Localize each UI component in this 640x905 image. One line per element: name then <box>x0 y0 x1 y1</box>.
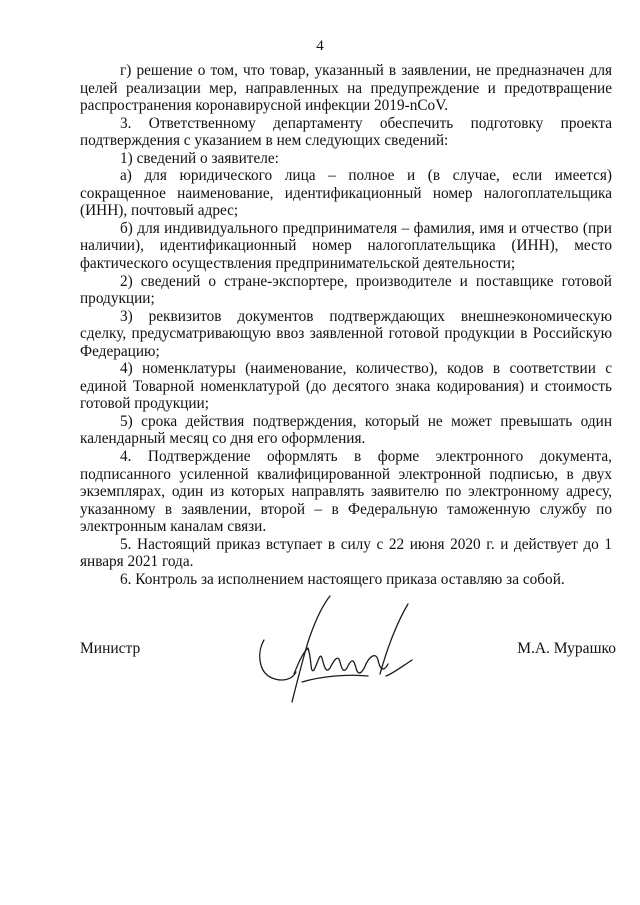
paragraph-3-1: 1) сведений о заявителе: <box>120 149 279 167</box>
page-number: 4 <box>316 38 324 54</box>
handwritten-signature <box>252 590 417 708</box>
paragraph-item-g: г) решение о том, что товар, указанный в заявлении, не предназначен для целей реализации мер, направленных на предупреждение и предотвращение распространения коронавирусной инфекции 2019-nCoV. <box>80 62 612 115</box>
document-body <box>80 62 612 588</box>
paragraph-3: 3. Ответственному департаменту обеспечить подготовку проекта подтверждения с указанием в нем следующих сведений: <box>80 114 612 150</box>
paragraph-6: 6. Контроль за исполнением настоящего приказа оставляю за собой. <box>120 570 565 588</box>
paragraph-5: 5. Настоящий приказ вступает в силу с 22 июня 2020 г. и действует до 1 января 2021 года. <box>80 535 612 571</box>
paragraph-3-5: 5) срока действия подтверждения, который не может превышать один календарный месяц со дня его оформления. <box>80 412 612 448</box>
paragraph-3-1-b: б) для индивидуального предпринимателя – фамилия, имя и отчество (при наличии), идентификационный номер налогоплательщика (ИНН), место фактического осуществления предпринимательской деятельности; <box>80 219 612 273</box>
signature-block <box>0 590 640 710</box>
paragraph-3-1-a: а) для юридического лица – полное и (в случае, если имеется) сокращенное наименование, идентификационный номер налогоплательщика (ИНН), почтовый адрес; <box>80 167 612 220</box>
signer-title: Министр <box>80 640 141 657</box>
paragraph-3-3: 3) реквизитов документов подтверждающих внешнеэкономическую сделку, предусматривающую ввоз заявленной готовой продукции в Российскую Федерацию; <box>80 307 612 360</box>
paragraph-3-2: 2) сведений о стране-экспортере, производителе и поставщике готовой продукции; <box>80 272 612 308</box>
paragraph-3-4: 4) номенклатуры (наименование, количество), кодов в соответствии с единой Товарной номенклатурой (до десятого знака кодирования) и стоимость готовой продукции; <box>80 360 612 413</box>
paragraph-4: 4. Подтверждение оформлять в форме электронного документа, подписанного усиленной квалифицированной электронной подписью, в двух экземплярах, один из которых направлять заявителю по электронному адресу, указанному в заявлении, второй – в Федеральную таможенную службу по электронным каналам связи. <box>80 448 612 536</box>
signer-name: М.А. Мурашко <box>517 640 616 657</box>
